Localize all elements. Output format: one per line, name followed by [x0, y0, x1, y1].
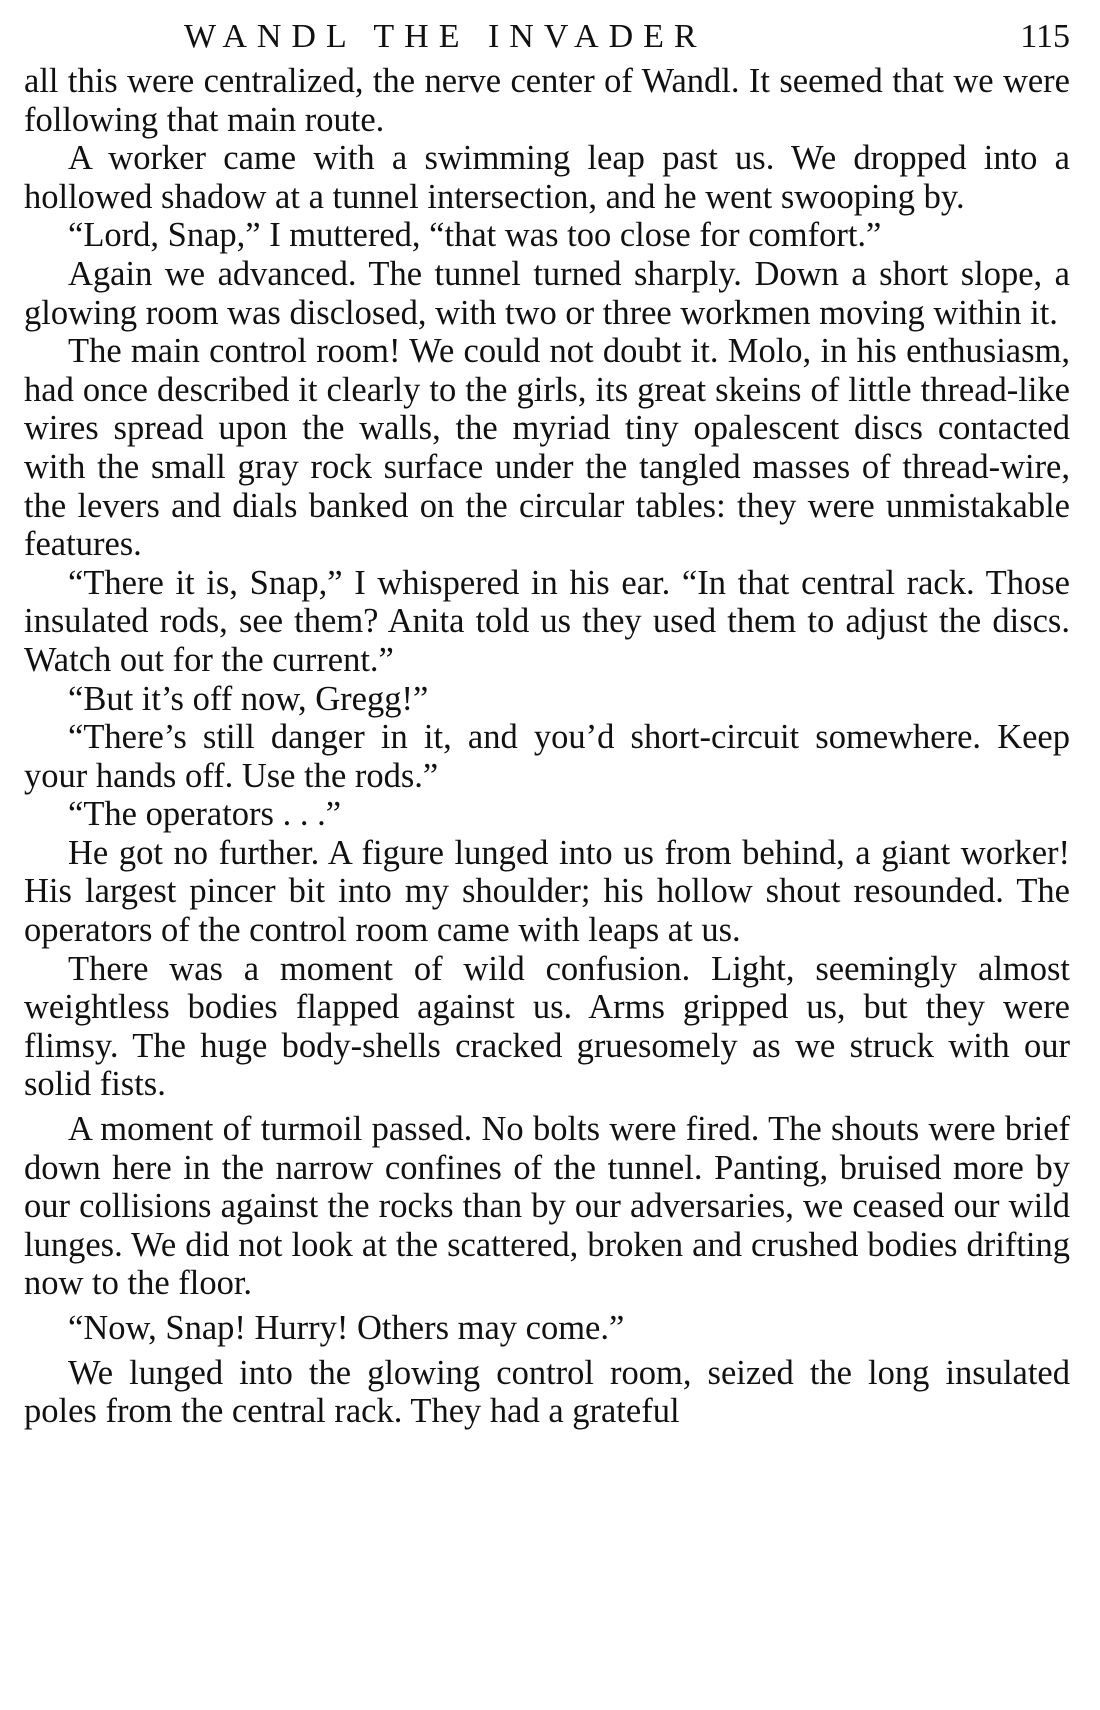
paragraph: We lunged into the glowing control room, seized the long insulated poles from the central rack. They had a grateful: [24, 1353, 1070, 1431]
paragraph: A moment of turmoil passed. No bolts were fired. The shouts were brief down here in the narrow confines of the tunnel. Panting, bruised more by our collisions against the rocks than by our adversaries, we ceased our wild lunges. We did not look at the scattered, broken and crushed bodies drifting now to the floor.: [24, 1110, 1070, 1303]
paragraph: The main control room! We could not doubt it. Molo, in his enthusiasm, had once described it clearly to the girls, its great skeins of little thread-like wires spread upon the walls, the myriad tiny opalescent discs contacted with the small gray rock surface under the tangled masses of thread-wire, the levers and dials banked on the circular tables: they were unmistakable features.: [24, 332, 1070, 564]
paragraph: all this were centralized, the nerve center of Wandl. It seemed that we were following that main route.: [24, 62, 1070, 139]
paragraph: Again we advanced. The tunnel turned sharply. Down a short slope, a glowing room was disclosed, with two or three workmen moving within it.: [24, 254, 1070, 332]
book-page: [24, 14, 1070, 1431]
paragraph: “Lord, Snap,” I muttered, “that was too close for comfort.”: [68, 216, 882, 255]
paragraph: “Now, Snap! Hurry! Others may come.”: [68, 1309, 625, 1347]
paragraph: “The operators . . .”: [68, 795, 342, 834]
paragraph: A worker came with a swimming leap past us. We dropped into a hollowed shadow at a tunnel intersection, and he went swooping by.: [24, 139, 1070, 216]
paragraph: “There’s still danger in it, and you’d short-circuit somewhere. Keep your hands off. Use the rods.”: [24, 718, 1070, 795]
body-text: [24, 62, 1070, 1431]
paragraph: “There it is, Snap,” I whispered in his ear. “In that central rack. Those insulated rods, see them? Anita told us they used them to adjust the discs. Watch out for the current.”: [24, 563, 1070, 679]
running-title: WANDL THE INVADER: [184, 18, 707, 55]
paragraph: There was a moment of wild confusion. Light, seemingly almost weightless bodies flapped against us. Arms gripped us, but they were flimsy. The huge body-shells cracked gruesomely as we struck with our solid fists.: [24, 949, 1070, 1104]
paragraph: He got no further. A figure lunged into us from behind, a giant worker! His largest pincer bit into my shoulder; his hollow shout resounded. The operators of the control room came with leaps at us.: [24, 833, 1070, 950]
running-head: [24, 14, 1070, 60]
page-number: 115: [1020, 18, 1070, 55]
paragraph: “But it’s off now, Gregg!”: [68, 679, 429, 718]
